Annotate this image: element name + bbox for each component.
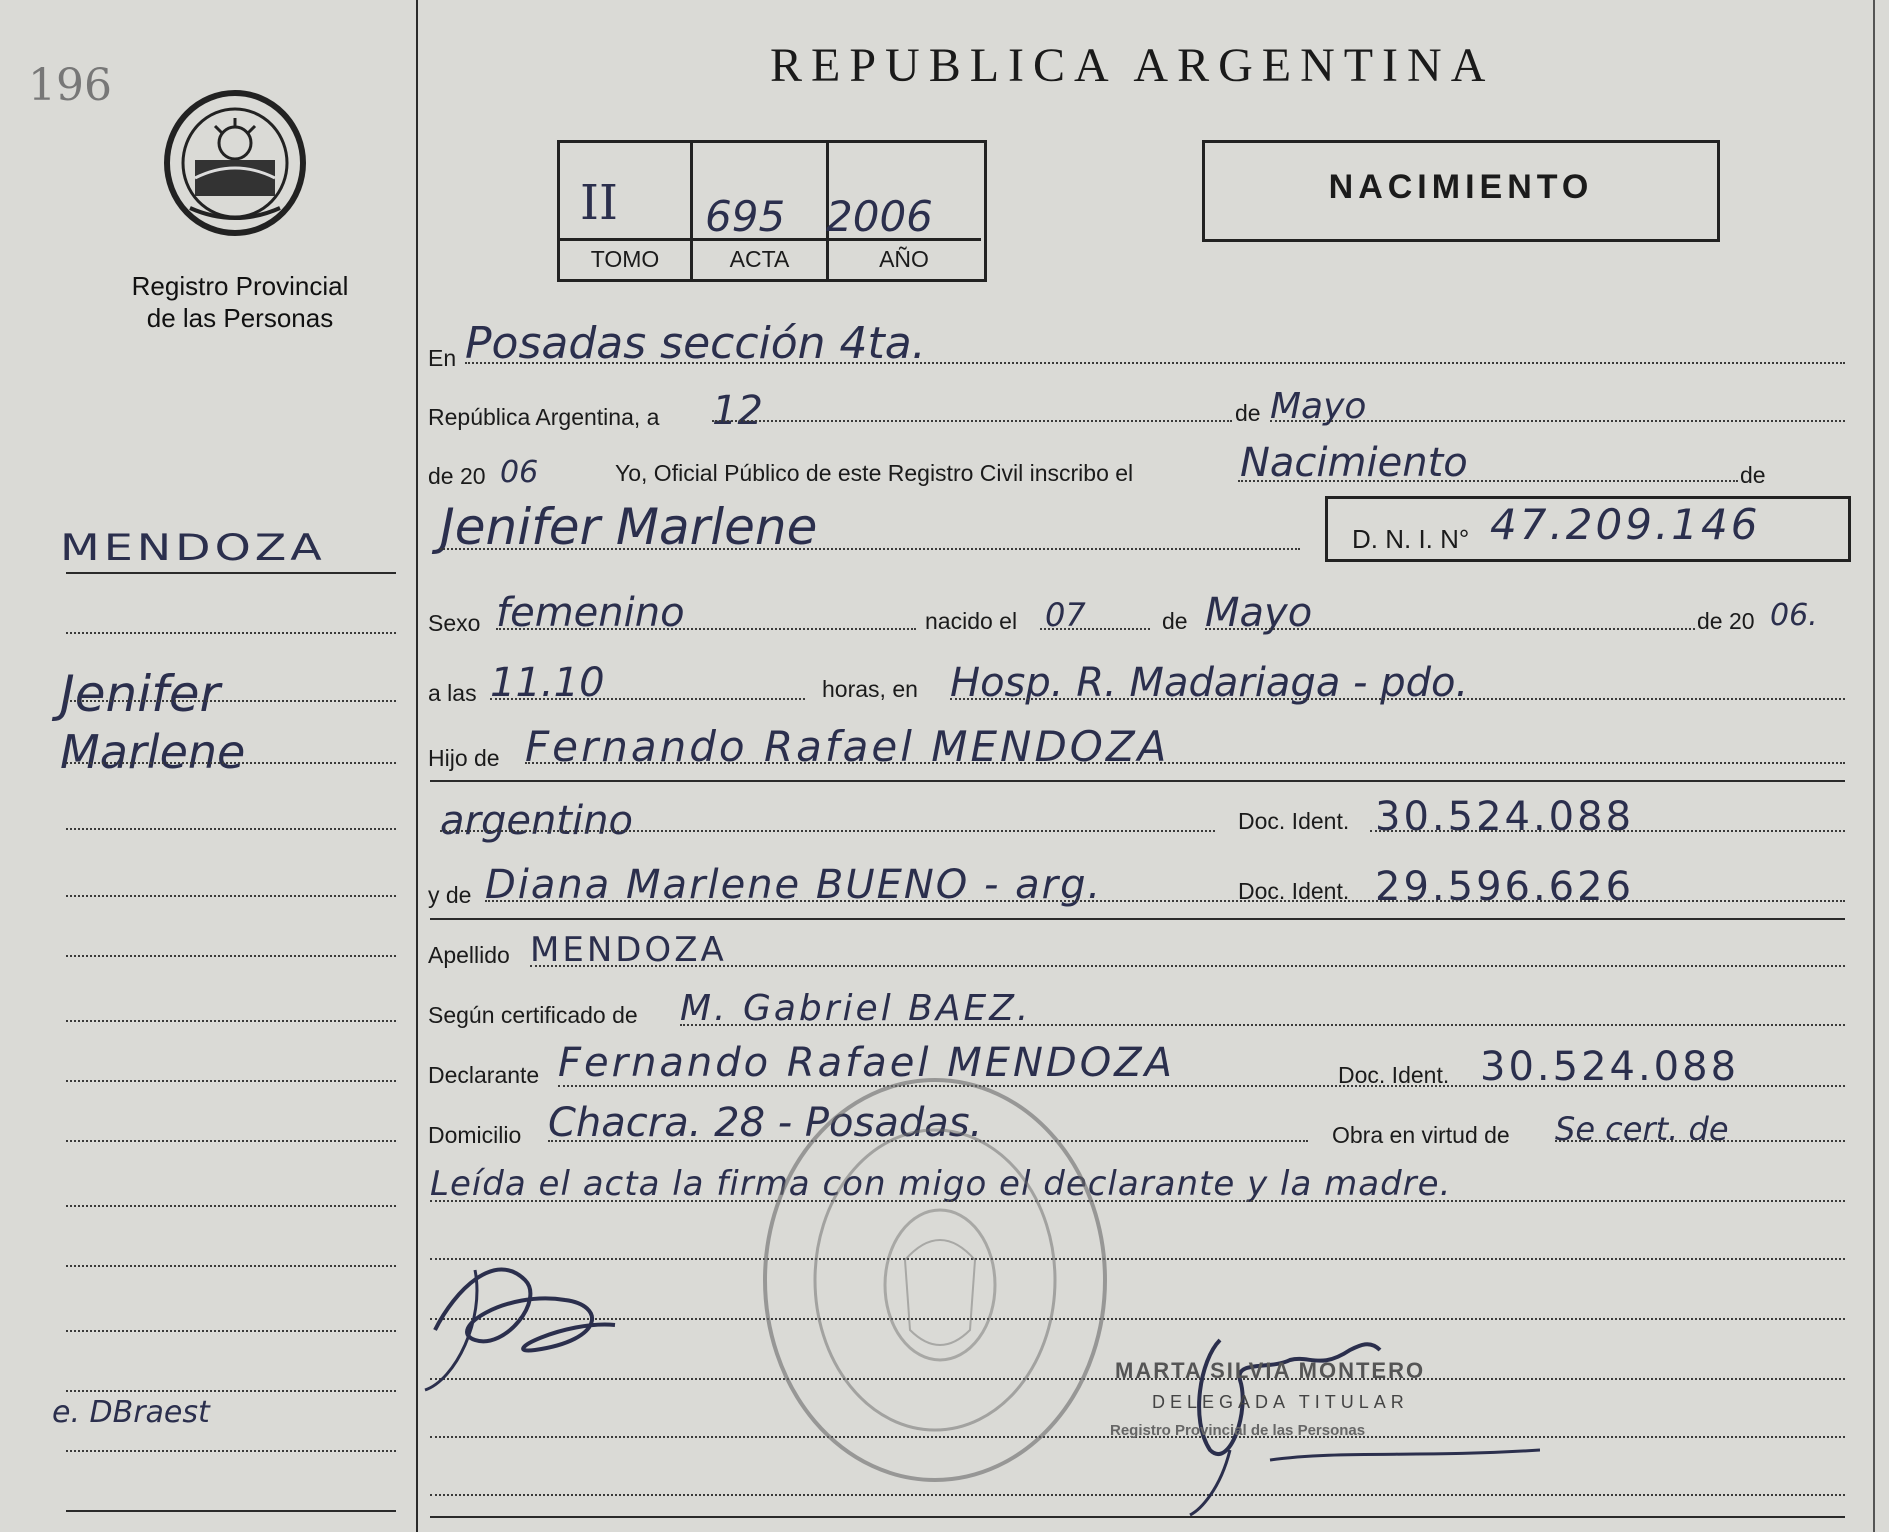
birth-month: Mayo xyxy=(1205,590,1313,636)
margin-line xyxy=(66,1330,396,1332)
nacido-label: nacido el xyxy=(925,608,1018,634)
yde-label: y de xyxy=(428,882,472,908)
doc-label-mother: Doc. Ident. xyxy=(1238,878,1350,904)
anio-label: AÑO xyxy=(879,246,929,272)
official-name: MARTA SILVIA MONTERO xyxy=(1115,1358,1426,1383)
alas-label: a las xyxy=(428,680,477,706)
form-line xyxy=(496,628,916,630)
margin-line xyxy=(66,828,396,830)
margin-line xyxy=(66,632,396,634)
child-name: Jenifer Marlene xyxy=(440,498,818,556)
place-value: Posadas sección 4ta. xyxy=(465,318,926,369)
birth-day: 07 xyxy=(1045,596,1086,634)
form-line xyxy=(440,830,1215,832)
right-edge-rule xyxy=(1873,0,1875,1532)
obra-value: Se cert. de xyxy=(1555,1110,1729,1148)
form-line xyxy=(1555,1140,1845,1142)
horas-label: horas, en xyxy=(822,676,918,702)
obra-continuation: Leída el acta la firma con migo el declarante y la madre. xyxy=(430,1164,1452,1204)
margin-bottom-line xyxy=(66,1510,396,1512)
acta-value: 695 xyxy=(705,192,786,241)
form-line xyxy=(440,548,1300,550)
segun-label: Según certificado de xyxy=(428,1002,638,1028)
day-value: 12 xyxy=(712,388,763,434)
form-line xyxy=(490,698,805,700)
tomo-label: TOMO xyxy=(590,246,660,272)
mother-doc: 29.596.626 xyxy=(1375,864,1635,910)
form-line xyxy=(1370,830,1845,832)
year-prefix: de 20 xyxy=(428,463,486,489)
declarante-label: Declarante xyxy=(428,1062,540,1088)
apellido-value: MENDOZA xyxy=(530,930,727,970)
margin-line xyxy=(66,1390,396,1392)
declarant-signature xyxy=(415,1230,645,1400)
margin-line xyxy=(66,700,396,702)
mother-name: Diana Marlene BUENO - arg. xyxy=(485,862,1103,908)
form-line xyxy=(1040,628,1150,630)
form-line xyxy=(558,1085,1845,1087)
acta-label: ACTA xyxy=(729,246,790,272)
page-number: 196 xyxy=(28,60,112,111)
tomo-value: II xyxy=(580,175,618,231)
de-label: de xyxy=(1235,400,1261,426)
margin-line xyxy=(66,1140,396,1142)
obra-label: Obra en virtud de xyxy=(1332,1122,1510,1148)
anio-value: 2006 xyxy=(826,192,933,241)
margin-line xyxy=(66,1450,396,1452)
domicilio-label: Domicilio xyxy=(428,1122,522,1148)
domicilio-value: Chacra. 28 - Posadas. xyxy=(548,1100,983,1146)
month-value: Mayo xyxy=(1270,386,1367,427)
form-line xyxy=(465,362,1845,364)
margin-line xyxy=(66,1080,396,1082)
declarante-value: Fernando Rafael MENDOZA xyxy=(558,1040,1175,1086)
birth-time: 11.10 xyxy=(490,660,605,706)
form-line xyxy=(1270,420,1845,422)
form-line xyxy=(712,420,1232,422)
year-value: 06 xyxy=(500,455,539,490)
event-value: Nacimiento xyxy=(1240,440,1468,486)
form-line xyxy=(1205,628,1695,630)
birth-year-label: de 20 xyxy=(1697,608,1755,634)
birth-place: Hosp. R. Madariaga - pdo. xyxy=(950,660,1469,706)
hijo-label: Hijo de xyxy=(428,745,500,771)
official-office: Registro Provincial de las Personas xyxy=(1110,1422,1366,1439)
yo-text: Yo, Oficial Público de este Registro Civil inscribo el xyxy=(615,460,1134,486)
form-line xyxy=(950,698,1845,700)
margin-initials: e. DBraest xyxy=(52,1395,210,1430)
de-label-2: de xyxy=(1740,462,1766,488)
form-line xyxy=(530,965,1845,967)
sexo-label: Sexo xyxy=(428,610,481,636)
father-nationality: argentino xyxy=(440,798,633,844)
margin-given-name-2: Marlene xyxy=(60,725,246,779)
apellido-label: Apellido xyxy=(428,942,510,968)
certificate-value: M. Gabriel BAEZ. xyxy=(680,988,1032,1029)
margin-surname-underline xyxy=(66,572,396,574)
father-doc: 30.524.088 xyxy=(1375,794,1635,840)
form-line xyxy=(430,1200,1845,1202)
document-type: NACIMIENTO xyxy=(1328,168,1594,206)
father-name: Fernando Rafael MENDOZA xyxy=(525,722,1170,771)
form-line xyxy=(485,900,1845,902)
margin-line xyxy=(66,762,396,764)
republica-label: República Argentina, a xyxy=(428,404,660,430)
form-line xyxy=(680,1024,1845,1026)
doc-label-declarante: Doc. Ident. xyxy=(1338,1062,1450,1088)
margin-line xyxy=(66,1265,396,1267)
margin-given-name-1: Jenifer xyxy=(60,665,221,723)
birth-year: 06. xyxy=(1770,598,1818,633)
form-solid-line xyxy=(430,918,1845,920)
doc-label-father: Doc. Ident. xyxy=(1238,808,1350,834)
form-solid-line xyxy=(430,780,1845,782)
form-line xyxy=(525,762,1845,764)
dni-label: D. N. I. N° xyxy=(1352,524,1470,554)
sexo-value: femenino xyxy=(496,590,685,636)
de-label-3: de xyxy=(1162,608,1188,634)
form-line xyxy=(1238,480,1738,482)
margin-line xyxy=(66,955,396,957)
provincial-coat-of-arms xyxy=(160,88,310,238)
margin-line xyxy=(66,1020,396,1022)
official-seal xyxy=(755,1070,1115,1490)
margin-line xyxy=(66,895,396,897)
country-title: REPUBLICA ARGENTINA xyxy=(770,39,1495,92)
declarante-doc: 30.524.088 xyxy=(1480,1044,1740,1090)
dni-value: 47.209.146 xyxy=(1490,500,1761,549)
margin-line xyxy=(66,1205,396,1207)
office-name: Registro Provincial de las Personas xyxy=(131,271,349,333)
official-title: DELEGADA TITULAR xyxy=(1152,1392,1409,1412)
margin-surname: MENDOZA xyxy=(60,525,326,569)
en-label: En xyxy=(428,345,457,371)
